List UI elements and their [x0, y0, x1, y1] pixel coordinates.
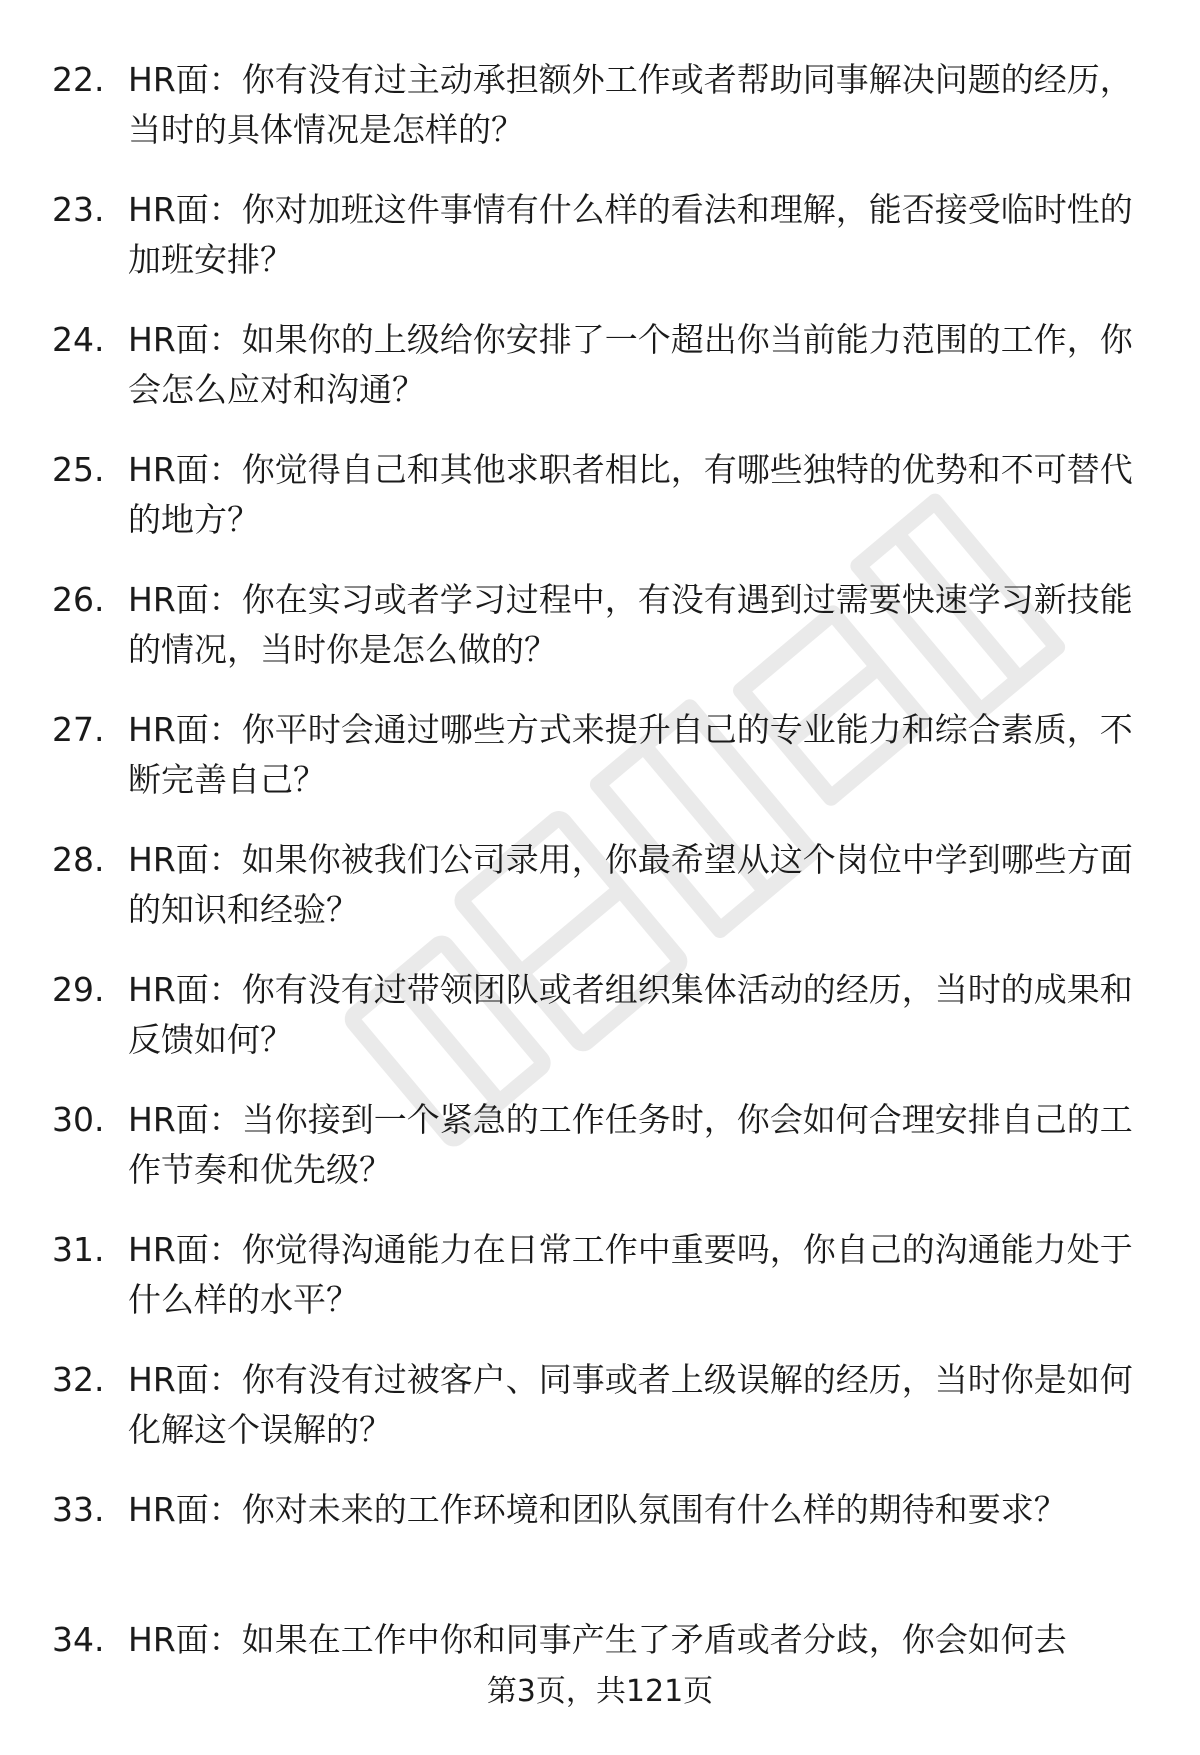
question-text: HR面：你有没有过主动承担额外工作或者帮助同事解决问题的经历，当时的具体情况是怎样的？ — [128, 60, 1133, 149]
question-text: HR面：如果你的上级给你安排了一个超出你当前能力范围的工作，你会怎么应对和沟通？ — [128, 320, 1133, 409]
list-item — [52, 1355, 1162, 1485]
list-item — [52, 705, 1162, 835]
question-number: 25. — [52, 450, 105, 489]
list-item — [52, 965, 1162, 1095]
list-item — [52, 575, 1162, 705]
question-text: HR面：如果你被我们公司录用，你最希望从这个岗位中学到哪些方面的知识和经验？ — [128, 840, 1133, 929]
list-item — [52, 1095, 1162, 1225]
question-number: 26. — [52, 580, 105, 619]
question-text: HR面：你对加班这件事情有什么样的看法和理解，能否接受临时性的加班安排？ — [128, 190, 1133, 279]
question-number: 23. — [52, 190, 105, 229]
page-footer: 第3页，共121页 — [486, 1674, 714, 1709]
question-text: HR面：你对未来的工作环境和团队氛围有什么样的期待和要求？ — [128, 1490, 1067, 1529]
question-number: 32. — [52, 1360, 105, 1399]
question-text: HR面：你在实习或者学习过程中，有没有遇到过需要快速学习新技能的情况，当时你是怎么做的？ — [128, 580, 1133, 669]
question-text: HR面：你有没有过带领团队或者组织集体活动的经历，当时的成果和反馈如何？ — [128, 970, 1133, 1059]
question-number: 30. — [52, 1100, 105, 1139]
question-number: 29. — [52, 970, 105, 1009]
question-number: 27. — [52, 710, 105, 749]
question-number: 24. — [52, 320, 105, 359]
question-text: HR面：你平时会通过哪些方式来提升自己的专业能力和综合素质，不断完善自己？ — [128, 710, 1133, 799]
list-item — [52, 1225, 1162, 1355]
question-text: HR面：你觉得自己和其他求职者相比，有哪些独特的优势和不可替代的地方？ — [128, 450, 1133, 539]
question-number: 34. — [52, 1620, 105, 1659]
question-number: 31. — [52, 1230, 105, 1269]
question-text: HR面：当你接到一个紧急的工作任务时，你会如何合理安排自己的工作节奏和优先级？ — [128, 1100, 1133, 1189]
question-number: 22. — [52, 60, 105, 99]
list-item — [52, 185, 1162, 315]
list-item — [52, 835, 1162, 965]
question-text: HR面：如果在工作中你和同事产生了矛盾或者分歧，你会如何去 — [128, 1620, 1067, 1659]
question-number: 28. — [52, 840, 105, 879]
list-item — [52, 445, 1162, 575]
question-list — [52, 55, 1162, 1745]
question-text: HR面：你有没有过被客户、同事或者上级误解的经历，当时你是如何化解这个误解的？ — [128, 1360, 1133, 1449]
list-item — [52, 315, 1162, 445]
list-item — [52, 1485, 1162, 1615]
question-text: HR面：你觉得沟通能力在日常工作中重要吗，你自己的沟通能力处于什么样的水平？ — [128, 1230, 1133, 1319]
list-item — [52, 55, 1162, 185]
question-number: 33. — [52, 1490, 105, 1529]
